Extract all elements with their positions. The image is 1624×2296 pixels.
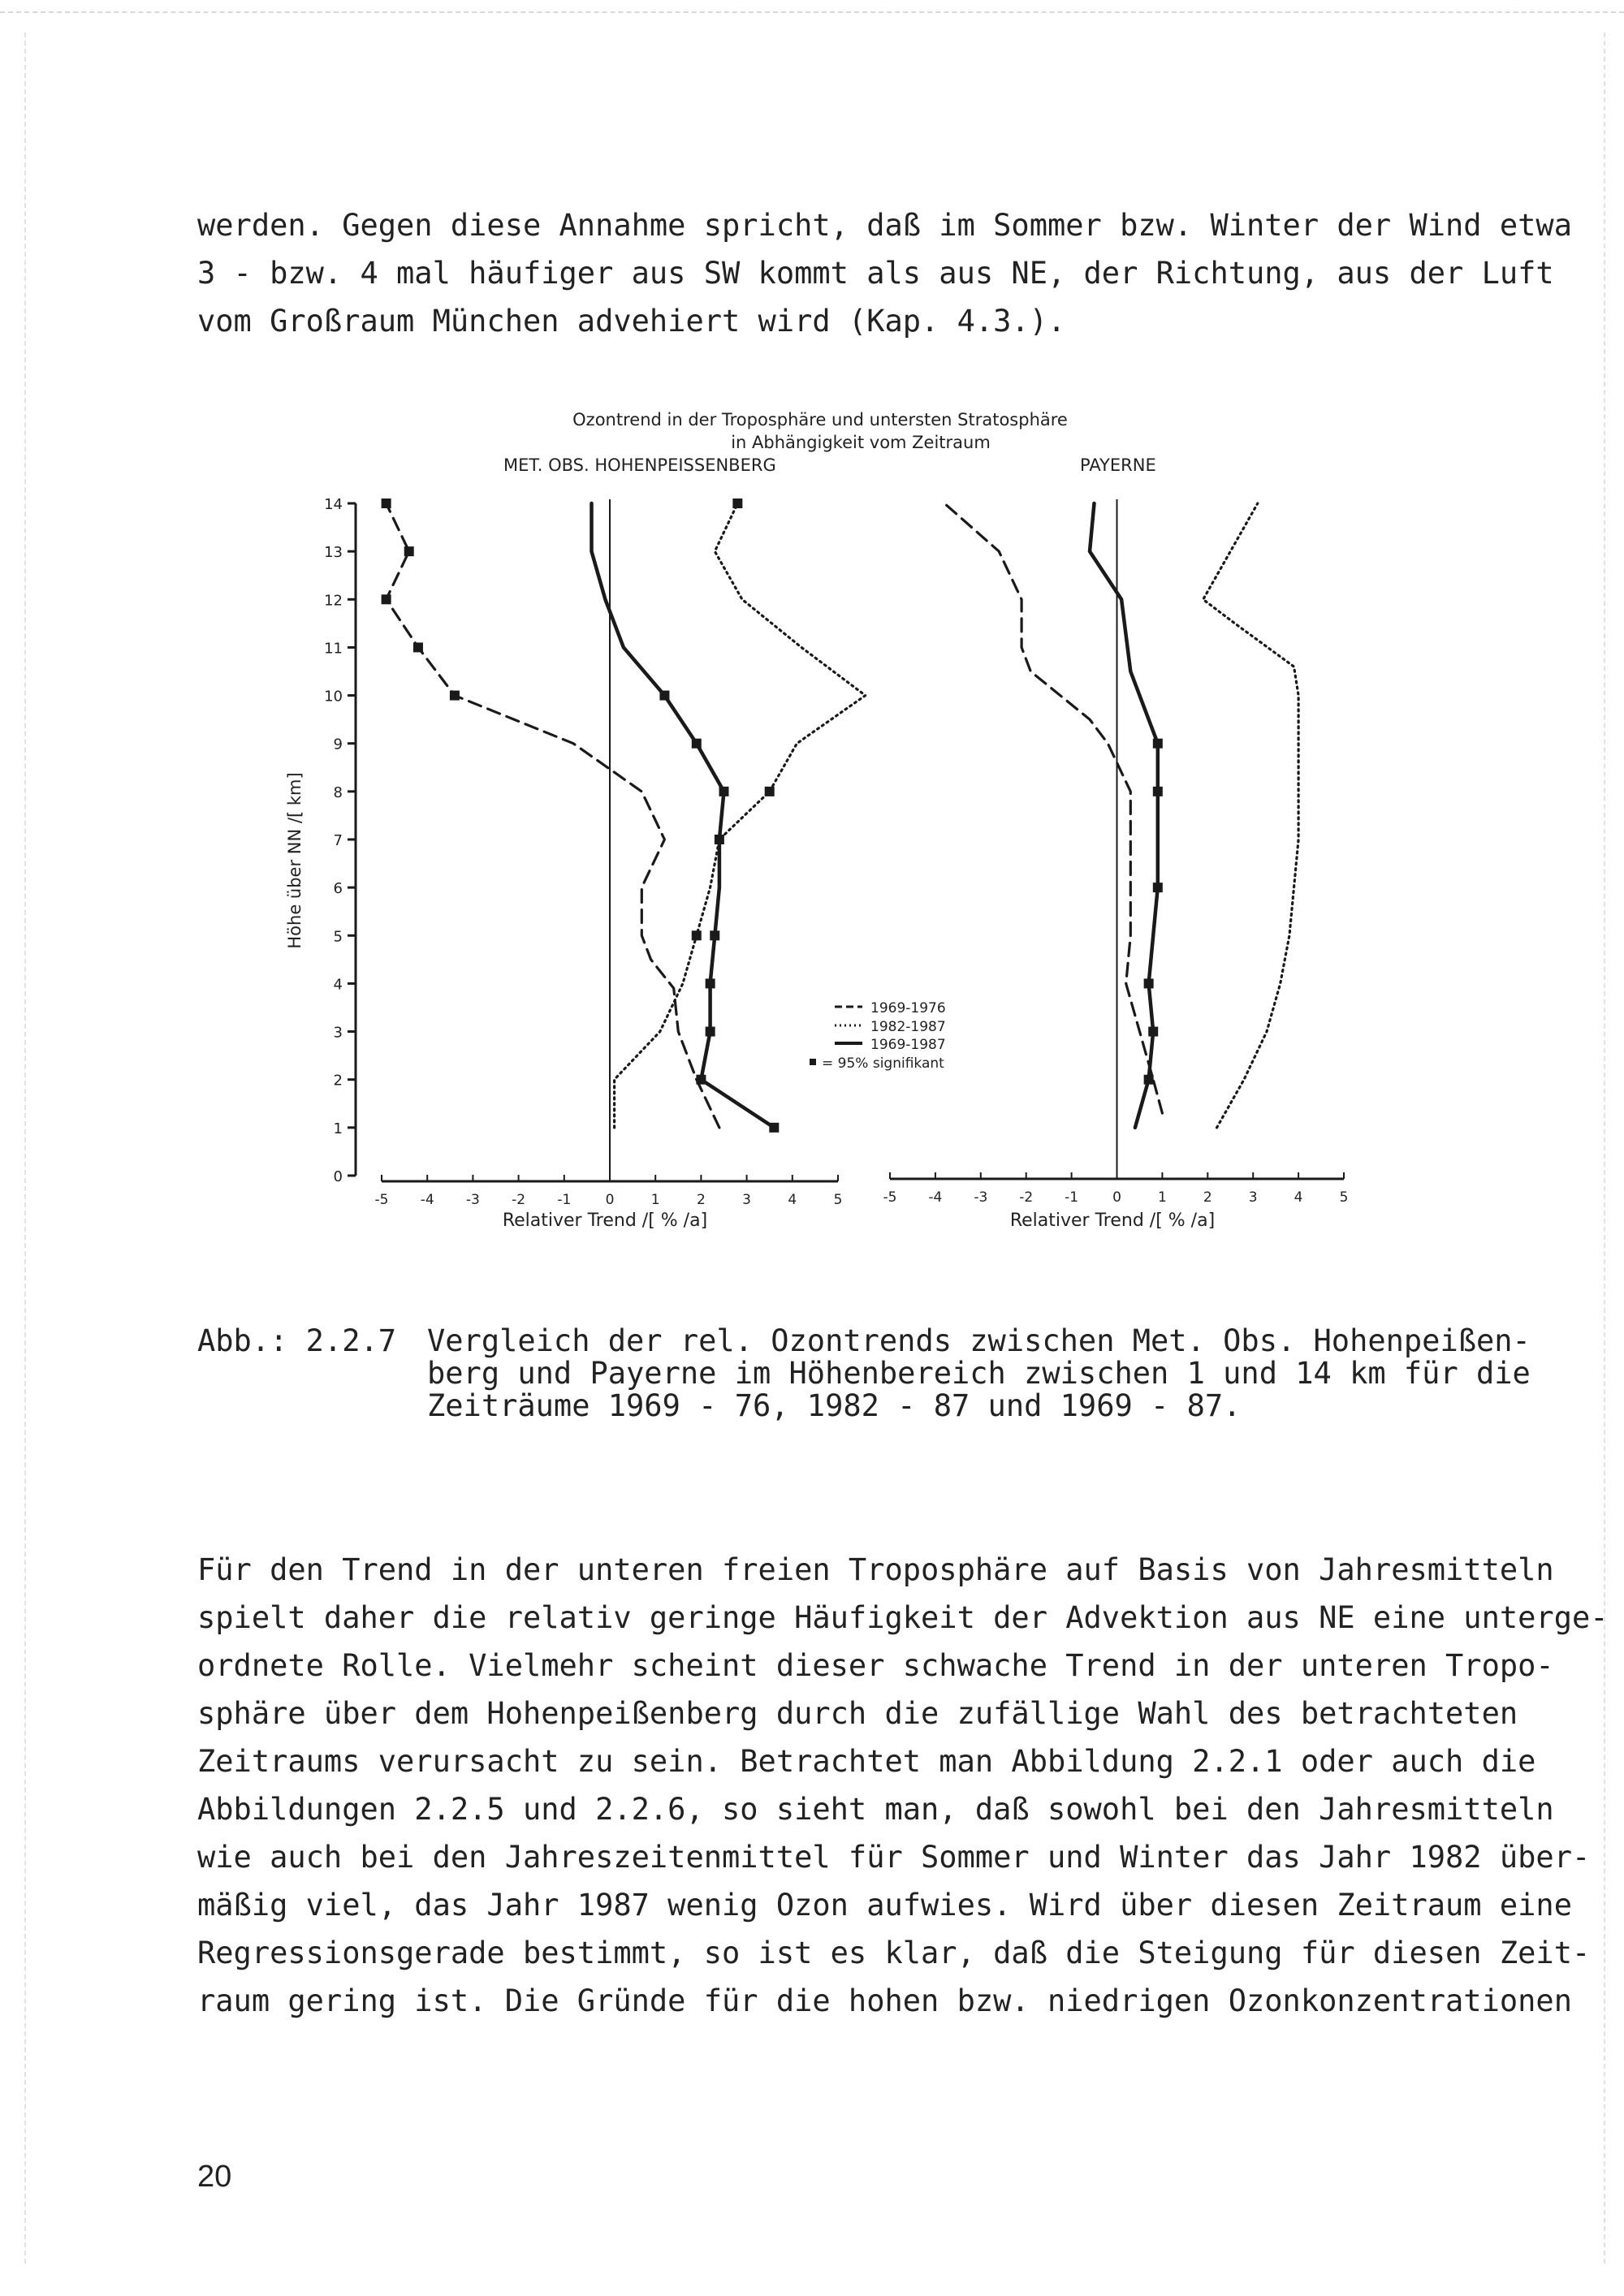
text-line: Regressionsgerade bestimmt, so ist es klar, daß die Steigung für diesen Zeit-	[197, 1936, 1591, 1970]
y-tick-label: 4	[333, 976, 343, 994]
x-tick-label: -2	[1019, 1189, 1034, 1206]
x-tick-label: 2	[696, 1192, 706, 1208]
text-line: ordnete Rolle. Vielmehr scheint dieser schwache Trend in der unteren Tropo-	[197, 1648, 1554, 1683]
significance-marker	[1153, 787, 1163, 796]
panel-payerne	[883, 499, 1349, 1206]
y-tick-label: 2	[333, 1072, 343, 1090]
page-number: 20	[197, 2160, 232, 2194]
panel-hohenpeissenberg	[375, 498, 866, 1208]
figure-title-line2: in Abhängigkeit vom Zeitraum	[731, 433, 991, 452]
y-axis	[324, 496, 356, 1185]
x-tick-label: 3	[1248, 1189, 1258, 1206]
x-tick-label: -5	[883, 1189, 897, 1206]
series-line-1982-1987	[615, 503, 866, 1128]
x-tick-label: 5	[1339, 1189, 1349, 1206]
legend-dashed-label: 1969-1976	[870, 1000, 946, 1016]
significance-marker	[1148, 1027, 1158, 1037]
x-tick-label: -2	[512, 1192, 526, 1208]
significance-marker	[1153, 739, 1163, 749]
y-tick-label: 6	[333, 880, 343, 898]
significance-marker	[706, 978, 715, 988]
legend-marker-swatch	[810, 1059, 816, 1065]
figure-title-line1: Ozontrend in der Troposphäre und untersten Stratosphäre	[572, 410, 1068, 429]
text-line: wie auch bei den Jahreszeitenmittel für Sommer und Winter das Jahr 1982 über-	[197, 1840, 1591, 1875]
x-tick-label: 1	[1157, 1189, 1167, 1206]
y-tick-label: 7	[333, 832, 343, 849]
text-line: Für den Trend in der unteren freien Troposphäre auf Basis von Jahresmitteln	[197, 1552, 1554, 1587]
text-line: raum gering ist. Die Gründe für die hohen bzw. niedrigen Ozonkonzentrationen	[197, 1983, 1572, 2018]
y-tick-label: 3	[333, 1024, 343, 1042]
significance-marker	[706, 1027, 715, 1037]
significance-marker	[715, 835, 724, 844]
significance-marker	[1144, 978, 1154, 988]
significance-marker	[382, 594, 391, 604]
significance-marker	[413, 642, 423, 652]
y-tick-label: 10	[324, 688, 343, 706]
caption-line: berg und Payerne im Höhenbereich zwischen 1 und 14 km für die	[427, 1356, 1531, 1391]
significance-marker	[765, 787, 775, 796]
significance-marker	[692, 739, 702, 749]
caption-line: Vergleich der rel. Ozontrends zwischen Met. Obs. Hohenpeißen-	[427, 1323, 1531, 1358]
x-tick-label: -4	[928, 1189, 943, 1206]
text-line: 3 - bzw. 4 mal häufiger aus SW kommt als aus NE, der Richtung, aus der Luft	[197, 256, 1554, 291]
text-line: spielt daher die relativ geringe Häufigkeit der Advektion aus NE eine unterge-	[197, 1600, 1609, 1635]
x-tick-label: -3	[465, 1192, 480, 1208]
y-tick-label: 14	[324, 496, 343, 513]
y-tick-label: 8	[333, 783, 343, 801]
caption-text	[427, 1323, 1531, 1423]
significance-marker	[732, 498, 742, 508]
x-axis-label-right: Relativer Trend /[ % /a]	[1009, 1211, 1216, 1231]
series-line-1969-1987	[1090, 503, 1158, 1128]
legend	[810, 1000, 946, 1072]
significance-marker	[710, 930, 719, 940]
caption-line: Zeiträume 1969 - 76, 1982 - 87 und 1969 - 87.	[427, 1388, 1242, 1423]
x-axis-label-left: Relativer Trend /[ % /a]	[502, 1211, 708, 1231]
text-line: mäßig viel, das Jahr 1987 wenig Ozon aufwies. Wird über diesen Zeitraum eine	[197, 1888, 1572, 1923]
y-axis-label: Höhe über NN /[ km]	[285, 772, 304, 949]
series-line-1969-1976	[387, 503, 719, 1128]
series-line-1982-1987	[1203, 503, 1298, 1128]
legend-dotted-label: 1982-1987	[870, 1019, 946, 1035]
text-line: werden. Gegen diese Annahme spricht, daß im Sommer bzw. Winter der Wind etwa	[197, 208, 1572, 243]
x-tick-label: -1	[557, 1192, 572, 1208]
significance-marker	[450, 691, 460, 701]
y-axis-label-group	[285, 772, 304, 948]
y-tick-label: 0	[333, 1168, 343, 1185]
x-tick-label: 5	[833, 1192, 843, 1208]
x-tick-label: 0	[1112, 1189, 1121, 1206]
figure-titles	[503, 410, 1156, 475]
y-tick-label: 1	[333, 1120, 343, 1137]
legend-solid-label: 1969-1987	[870, 1037, 946, 1053]
right-station-label: PAYERNE	[1080, 455, 1156, 475]
y-tick-label: 9	[333, 736, 343, 753]
series-line-1969-1987	[592, 503, 775, 1128]
significance-marker	[404, 546, 414, 556]
paragraph-bottom	[197, 1546, 1609, 2025]
series-line-1969-1976	[944, 503, 1162, 1113]
x-tick-label: -4	[420, 1192, 434, 1208]
text-line: Abbildungen 2.2.5 und 2.2.6, so sieht man, daß sowohl bei den Jahresmitteln	[197, 1792, 1554, 1827]
x-tick-label: 3	[742, 1192, 752, 1208]
significance-marker	[719, 787, 729, 796]
significance-marker	[1144, 1075, 1154, 1085]
x-tick-label: 1	[650, 1192, 660, 1208]
x-tick-label: -5	[374, 1192, 389, 1208]
significance-marker	[696, 1075, 706, 1085]
caption-label: Abb.: 2.2.7	[197, 1323, 397, 1358]
significance-marker	[382, 498, 391, 508]
text-line: sphäre über dem Hohenpeißenberg durch die zufällige Wahl des betrachteten	[197, 1696, 1518, 1731]
significance-marker	[659, 691, 669, 701]
x-tick-label: -3	[974, 1189, 988, 1206]
x-tick-label: -1	[1065, 1189, 1079, 1206]
y-tick-label: 5	[333, 928, 343, 946]
significance-marker	[692, 930, 702, 940]
x-tick-label: 4	[788, 1192, 797, 1208]
x-tick-label: 4	[1294, 1189, 1303, 1206]
left-station-label: MET. OBS. HOHENPEISSENBERG	[503, 455, 776, 475]
y-tick-label: 12	[324, 592, 343, 610]
significance-marker	[769, 1123, 779, 1133]
text-line: Zeitraums verursacht zu sein. Betrachtet man Abbildung 2.2.1 oder auch die	[197, 1744, 1536, 1779]
significance-marker	[1153, 883, 1163, 892]
y-tick-label: 11	[324, 640, 343, 658]
x-tick-label: 0	[605, 1192, 615, 1208]
y-tick-label: 13	[324, 544, 343, 562]
text-line: vom Großraum München advehiert wird (Kap. 4.3.).	[197, 304, 1066, 339]
x-tick-label: 2	[1203, 1189, 1212, 1206]
legend-marker-label: = 95% signifikant	[822, 1055, 944, 1072]
